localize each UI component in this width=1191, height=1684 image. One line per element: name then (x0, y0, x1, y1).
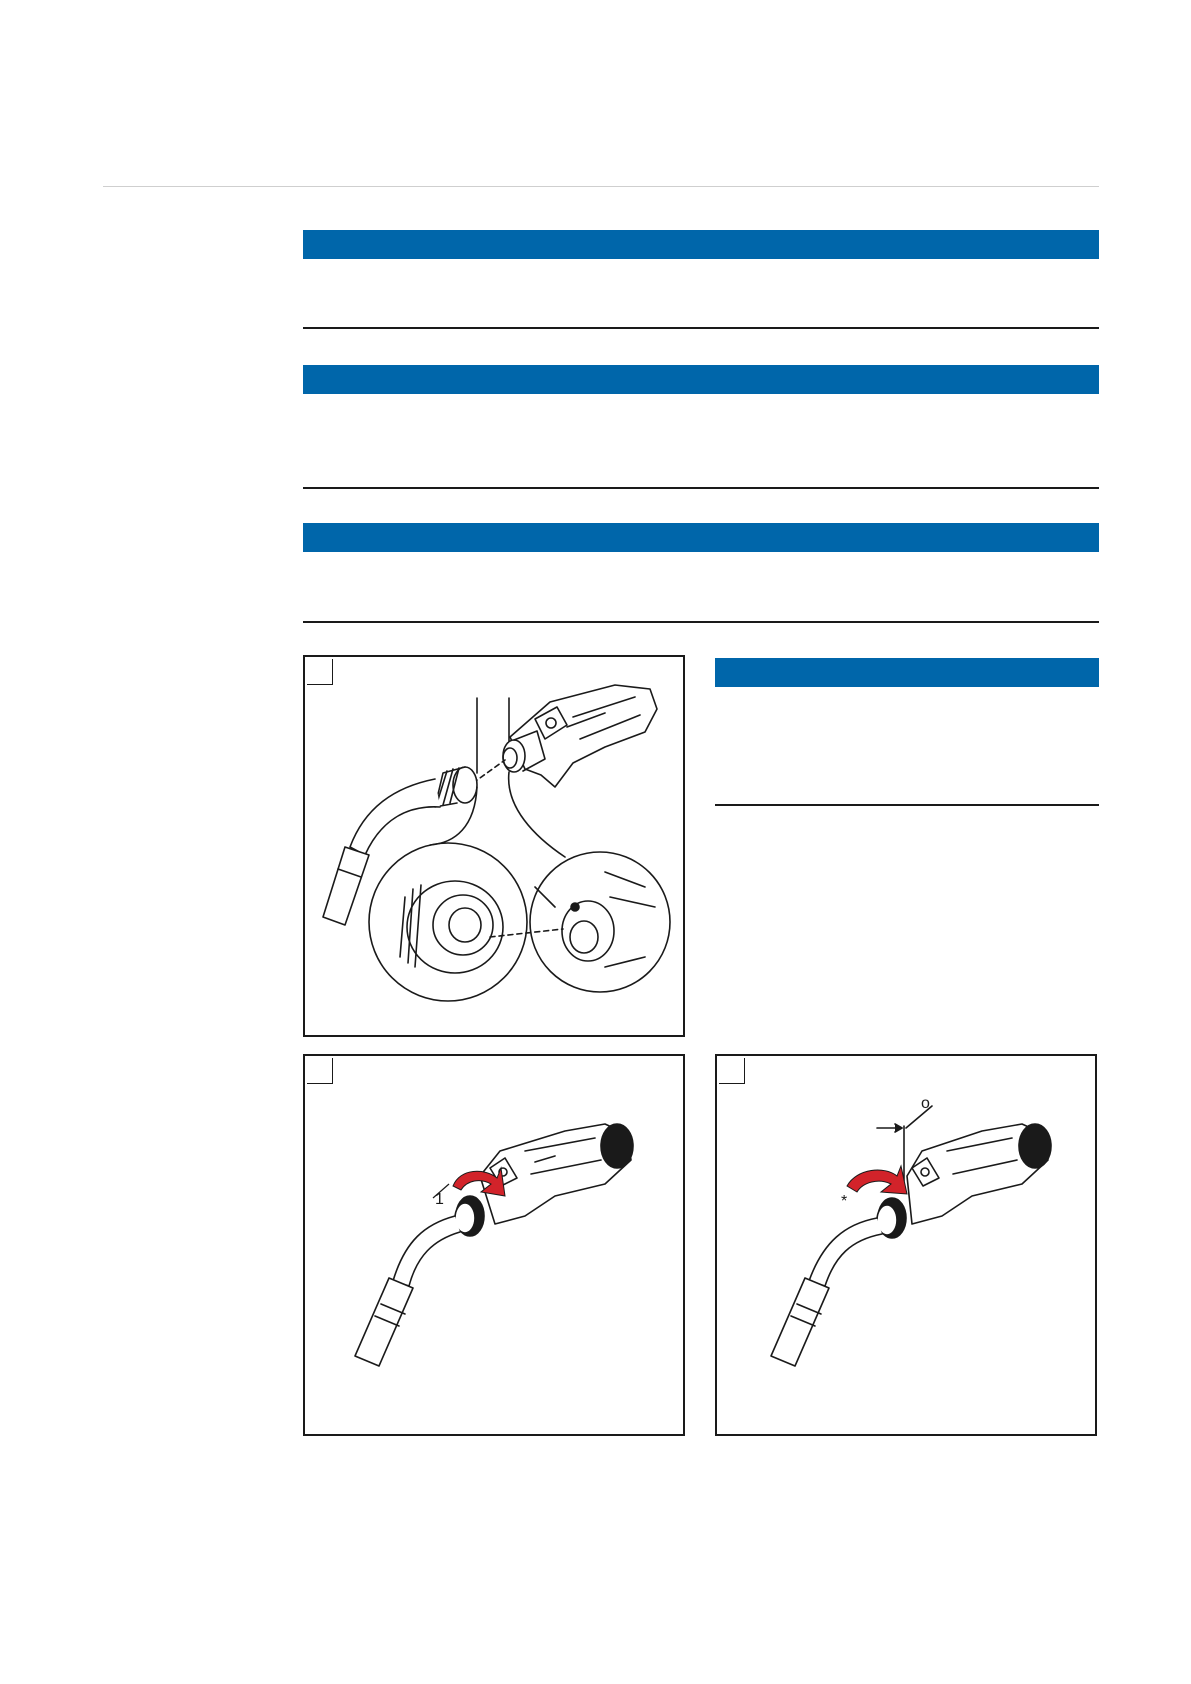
step-number-box (307, 1058, 333, 1084)
step-number-box (719, 1058, 745, 1084)
gap-label: o (921, 1095, 930, 1112)
notice-divider (303, 327, 1099, 329)
figure-tighten-gap (715, 1054, 1097, 1436)
rotation-label: 1 (435, 1191, 444, 1208)
figure-connect-detail (303, 655, 685, 1037)
notice-divider (303, 487, 1099, 489)
step-number-box (307, 659, 333, 685)
torch-tighten-illustration (305, 1056, 683, 1434)
header-rule (103, 186, 1099, 187)
notice-header-bar (303, 523, 1099, 552)
notice-header-bar (303, 230, 1099, 259)
torch-connection-illustration (305, 657, 683, 1035)
notice-divider (303, 621, 1099, 623)
notice-header-bar (303, 365, 1099, 394)
figure-tighten-nut (303, 1054, 685, 1436)
notice-divider (715, 804, 1099, 806)
note-asterisk: * (841, 1193, 848, 1210)
notice-header-bar (715, 658, 1099, 687)
torch-gap-illustration (717, 1056, 1095, 1434)
